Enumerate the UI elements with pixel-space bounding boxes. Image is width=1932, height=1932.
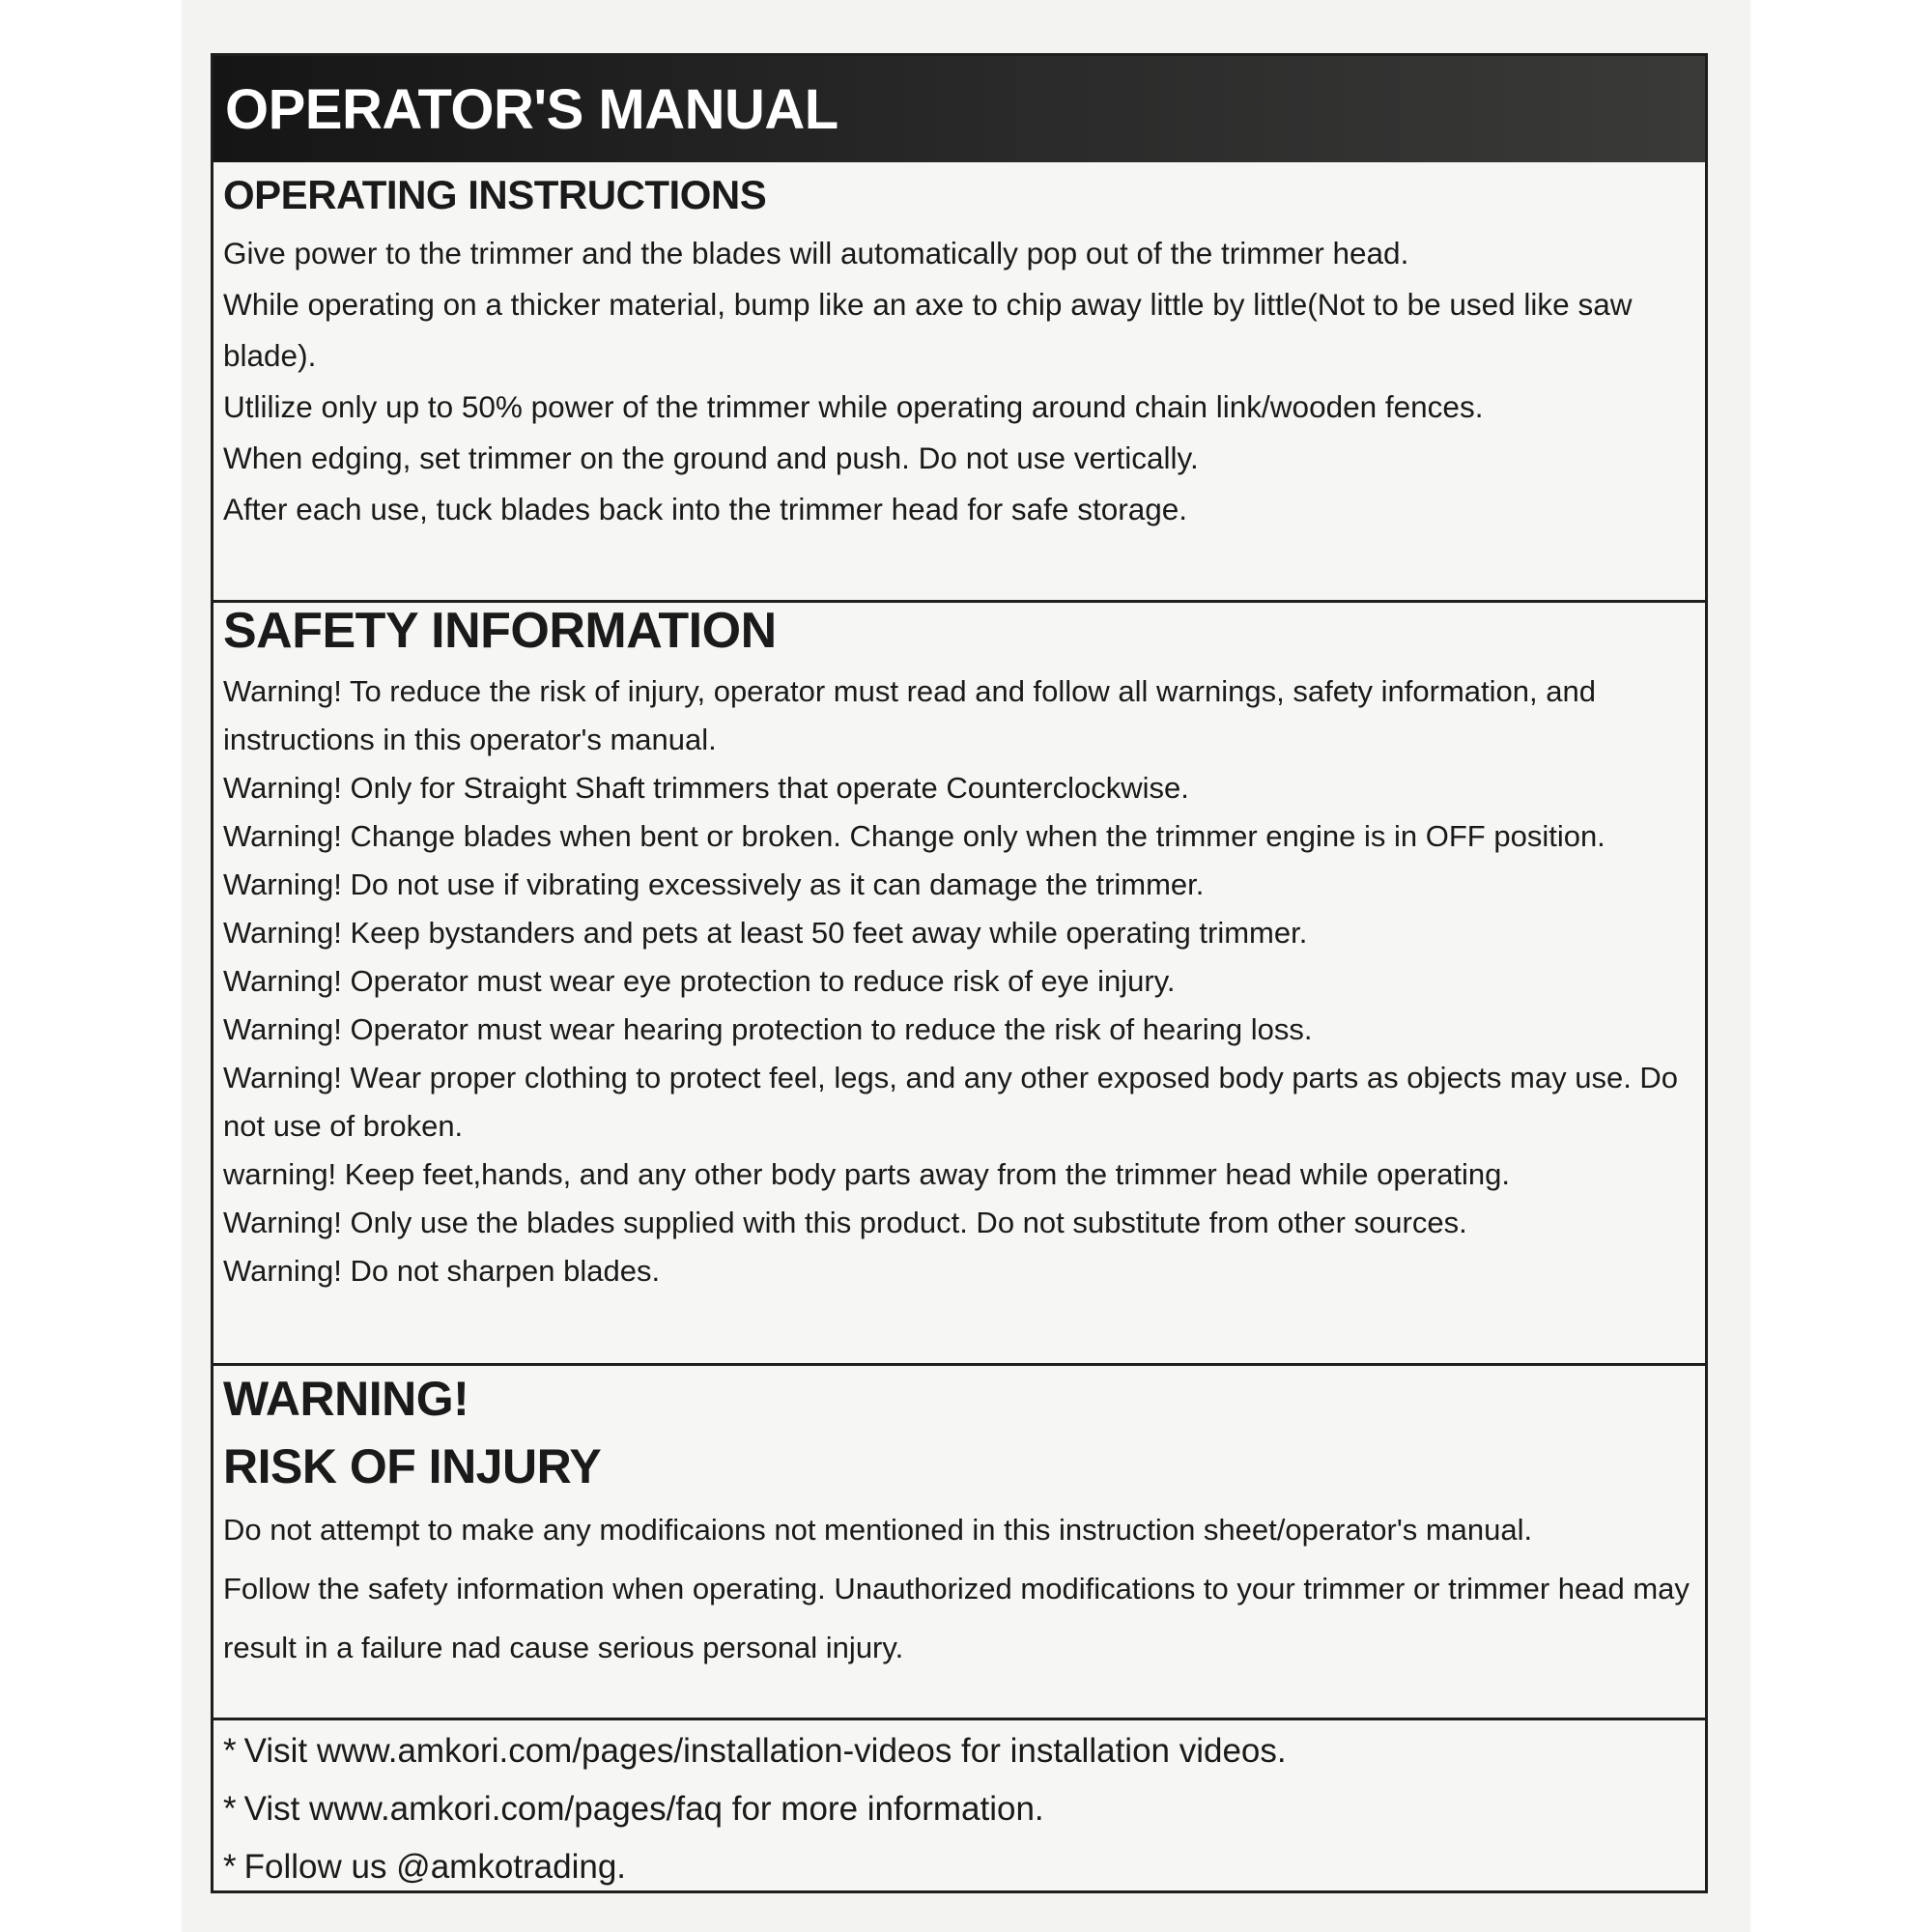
warning-heading: WARNING!: [223, 1372, 469, 1426]
safety-warning-line: warning! Keep feet,hands, and any other body parts away from the trimmer head while operating.: [223, 1157, 1511, 1191]
safety-warning-line: Warning! Do not use if vibrating excessively as it can damage the trimmer.: [223, 867, 1205, 901]
safety-warning-line: Warning! Only use the blades supplied with this product. Do not substitute from other sources.: [223, 1206, 1467, 1239]
bullet: *: [223, 1848, 237, 1886]
safety-information-heading: SAFETY INFORMATION: [223, 603, 777, 659]
bullet: *: [223, 1790, 237, 1828]
bullet: *: [223, 1732, 237, 1770]
link-line: [223, 1722, 1697, 1780]
safety-warning-line: Warning! Operator must wear hearing protection to reduce the risk of hearing loss.: [223, 1012, 1313, 1046]
operating-line: Utlilize only up to 50% power of the trimmer while operating around chain link/wooden fences.: [223, 389, 1484, 424]
risk-of-injury-heading: RISK OF INJURY: [223, 1439, 602, 1493]
operating-instructions-heading: OPERATING INSTRUCTIONS: [223, 172, 767, 217]
safety-warning-line: Warning! Do not sharpen blades.: [223, 1254, 661, 1288]
installation-videos-link-text[interactable]: Visit www.amkori.com/pages/installation-videos for installation videos.: [243, 1732, 1287, 1770]
safety-warning-line: Warning! Only for Straight Shaft trimmers that operate Counterclockwise.: [223, 771, 1189, 805]
warning-line: Do not attempt to make any modificaions not mentioned in this instruction sheet/operator's manual.: [223, 1513, 1533, 1547]
manual-sheet: [211, 53, 1708, 1893]
operating-line: Give power to the trimmer and the blades will automatically pop out of the trimmer head.: [223, 236, 1409, 270]
links-section: [213, 1722, 1705, 1896]
section-divider: [213, 1718, 1705, 1720]
warning-line: Follow the safety information when operating. Unauthorized modifications to your trimmer or trimmer head may result in a failure nad cause serious personal injury.: [223, 1572, 1690, 1664]
operating-line: After each use, tuck blades back into the trimmer head for safe storage.: [223, 492, 1188, 526]
operating-line: While operating on a thicker material, bump like an axe to chip away little by little(Not to be used like saw blade).: [223, 287, 1633, 373]
safety-warning-line: Warning! Keep bystanders and pets at least 50 feet away while operating trimmer.: [223, 916, 1308, 950]
safety-warning-line: Warning! Change blades when bent or broken. Change only when the trimmer engine is in OFF position.: [223, 819, 1605, 853]
link-line: [223, 1838, 1697, 1896]
safety-warning-line: Warning! Wear proper clothing to protect feel, legs, and any other exposed body parts as objects may use. Do not use of broken.: [223, 1061, 1679, 1143]
faq-link-text[interactable]: Vist www.amkori.com/pages/faq for more information.: [243, 1790, 1044, 1828]
risk-of-injury-section: [213, 1365, 1705, 1677]
link-line: [223, 1780, 1697, 1838]
safety-information-section: [213, 602, 1705, 1295]
page-title: OPERATOR'S MANUAL: [225, 77, 838, 141]
safety-warning-line: Warning! Operator must wear eye protection to reduce risk of eye injury.: [223, 964, 1176, 998]
social-handle-text[interactable]: Follow us @amkotrading.: [243, 1848, 627, 1886]
operating-instructions-section: [213, 172, 1705, 535]
operating-line: When edging, set trimmer on the ground and push. Do not use vertically.: [223, 440, 1199, 475]
safety-warning-line: Warning! To reduce the risk of injury, operator must read and follow all warnings, safety information, and instructions in this operator's manual.: [223, 674, 1596, 756]
title-bar: [213, 56, 1705, 162]
